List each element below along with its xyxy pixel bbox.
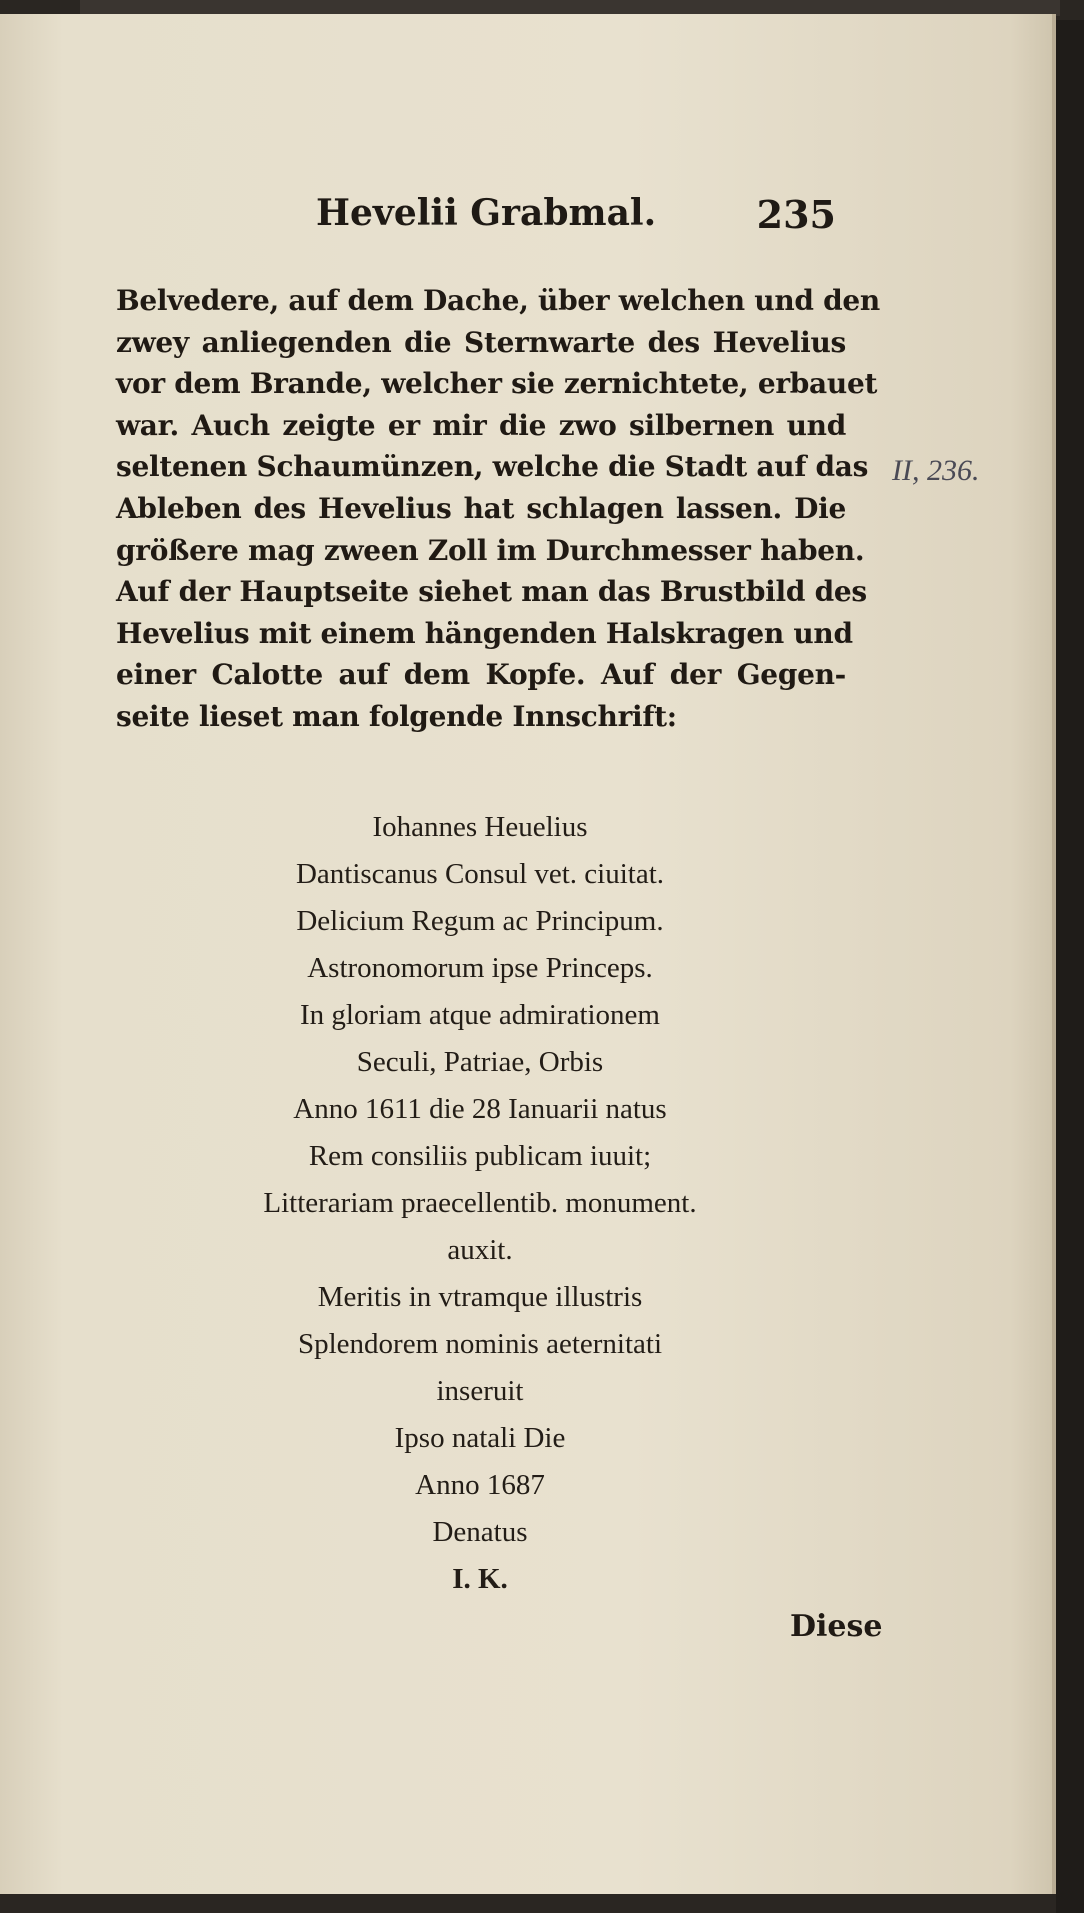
inscription-line: Splendorem nominis aeternitati [297, 1328, 663, 1360]
text-line: größere mag zween Zoll im Durchmesser haben. [116, 533, 865, 567]
book-page [0, 14, 1056, 1894]
inscription-line: Astronomorum ipse Princeps. [307, 952, 653, 984]
inscription-line: inseruit [436, 1375, 524, 1407]
inscription-line: Denatus [432, 1516, 528, 1548]
text-line: Auf der Hauptseite siehet man das Brustbild des [116, 575, 867, 609]
margin-annotation: II, 236. [892, 454, 980, 487]
text-line: seltenen Schaumünzen, welche die Stadt auf das [116, 450, 869, 484]
inscription-line: Seculi, Patriae, Orbis [356, 1046, 604, 1078]
text-line: Hevelius mit einem hängenden Halskragen und [116, 616, 853, 650]
text-line: zwey anliegenden die Sternwarte des Hevelius [116, 325, 846, 359]
inscription [180, 804, 780, 1603]
inscription-line: Litterariam praecellentib. monument. [263, 1187, 697, 1219]
inscription-line: In gloriam atque admirationem [300, 999, 660, 1031]
inscription-line: Rem consiliis publicam iuuit; [308, 1140, 652, 1172]
body-text [116, 284, 880, 742]
page-header [316, 192, 836, 242]
text-line: Ableben des Hevelius hat schlagen lassen. Die [116, 491, 846, 525]
book-right-edge [1056, 20, 1084, 1913]
text-line: Belvedere, auf dem Dache, über welchen und den [116, 284, 880, 317]
text-line: einer Calotte auf dem Kopfe. Auf der Gegen- [116, 658, 846, 692]
page-number: 235 [756, 192, 836, 237]
inscription-line: Iohannes Heuelius [372, 811, 588, 843]
text-line: seite lieset man folgende Innschrift: [116, 699, 677, 733]
inscription-line: Anno 1687 [415, 1469, 545, 1501]
inscription-line: Meritis in vtramque illustris [317, 1281, 643, 1313]
catchword: Diese [790, 1609, 883, 1644]
running-title: Hevelii Grabmal. [316, 192, 657, 234]
inscription-line: Dantiscanus Consul vet. ciuitat. [295, 858, 665, 890]
text-line: vor dem Brande, welcher sie zernichtete, erbauet [116, 367, 878, 401]
inscription-line: Ipso natali Die [394, 1422, 566, 1454]
inscription-line: auxit. [447, 1234, 513, 1266]
inscription-line: Delicium Regum ac Principum. [296, 905, 664, 937]
inscription-line: Anno 1611 die 28 Ianuarii natus [293, 1093, 667, 1125]
text-line: war. Auch zeigte er mir die zwo silbernen und [116, 408, 846, 442]
inscription-line: I. K. [452, 1563, 508, 1595]
